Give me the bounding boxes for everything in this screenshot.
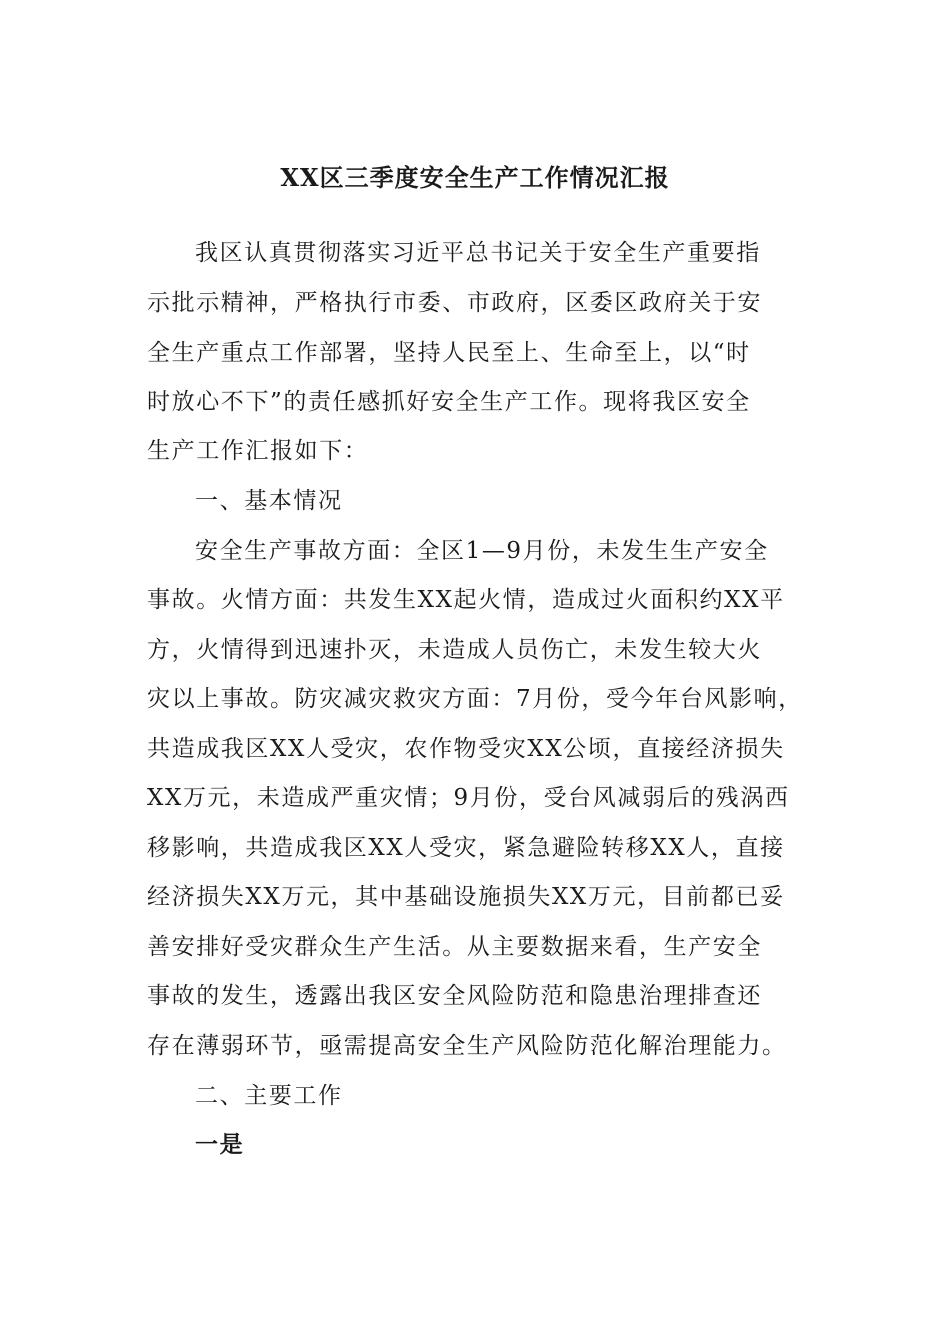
section1-line-10: 事故的发生，透露出我区安全风险防范和隐患治理排查还 bbox=[147, 983, 762, 1009]
intro-line-4: 时放心不下”的责任感抓好安全生产工作。现将我区安全 bbox=[147, 389, 751, 415]
section2-first-item: 一是 bbox=[195, 1131, 245, 1158]
section1-heading: 一、基本情况 bbox=[195, 488, 343, 514]
section1-line-5: 共造成我区XX人受灾，农作物受灾XX公顷，直接经济损失 bbox=[147, 736, 785, 762]
section1-line-7: 移影响，共造成我区XX人受灾，紧急避险转移XX人，直接 bbox=[147, 835, 785, 861]
section1-line-6: XX万元，未造成严重灾情；9月份，受台风减弱后的残涡西 bbox=[147, 785, 790, 811]
section1-line-8: 经济损失XX万元，其中基础设施损失XX万元，目前都已妥 bbox=[147, 884, 785, 910]
document-title: XX区三季度安全生产工作情况汇报 bbox=[280, 163, 670, 192]
section1-line-3: 方，火情得到迅速扑灭，未造成人员伤亡，未发生较大火 bbox=[147, 637, 762, 663]
section1-line-1: 安全生产事故方面：全区1—9月份，未发生生产安全 bbox=[195, 538, 769, 564]
intro-line-3: 全生产重点工作部署，坚持人民至上、生命至上，以“时 bbox=[147, 340, 751, 366]
intro-line-1: 我区认真贯彻落实习近平总书记关于安全生产重要指 bbox=[195, 240, 761, 266]
intro-line-5: 生产工作汇报如下： bbox=[147, 438, 369, 464]
intro-line-2: 示批示精神，严格执行市委、市政府，区委区政府关于安 bbox=[147, 290, 762, 316]
section2-heading: 二、主要工作 bbox=[195, 1083, 343, 1109]
section1-line-9: 善安排好受灾群众生产生活。从主要数据来看，生产安全 bbox=[147, 934, 762, 960]
section1-line-4: 灾以上事故。防灾减灾救灾方面：7月份，受今年台风影响， bbox=[147, 686, 803, 712]
section1-line-11: 存在薄弱环节，亟需提高安全生产风险防范化解治理能力。 bbox=[147, 1033, 787, 1059]
section1-line-2: 事故。火情方面：共发生XX起火情，造成过火面积约XX平 bbox=[147, 587, 785, 613]
